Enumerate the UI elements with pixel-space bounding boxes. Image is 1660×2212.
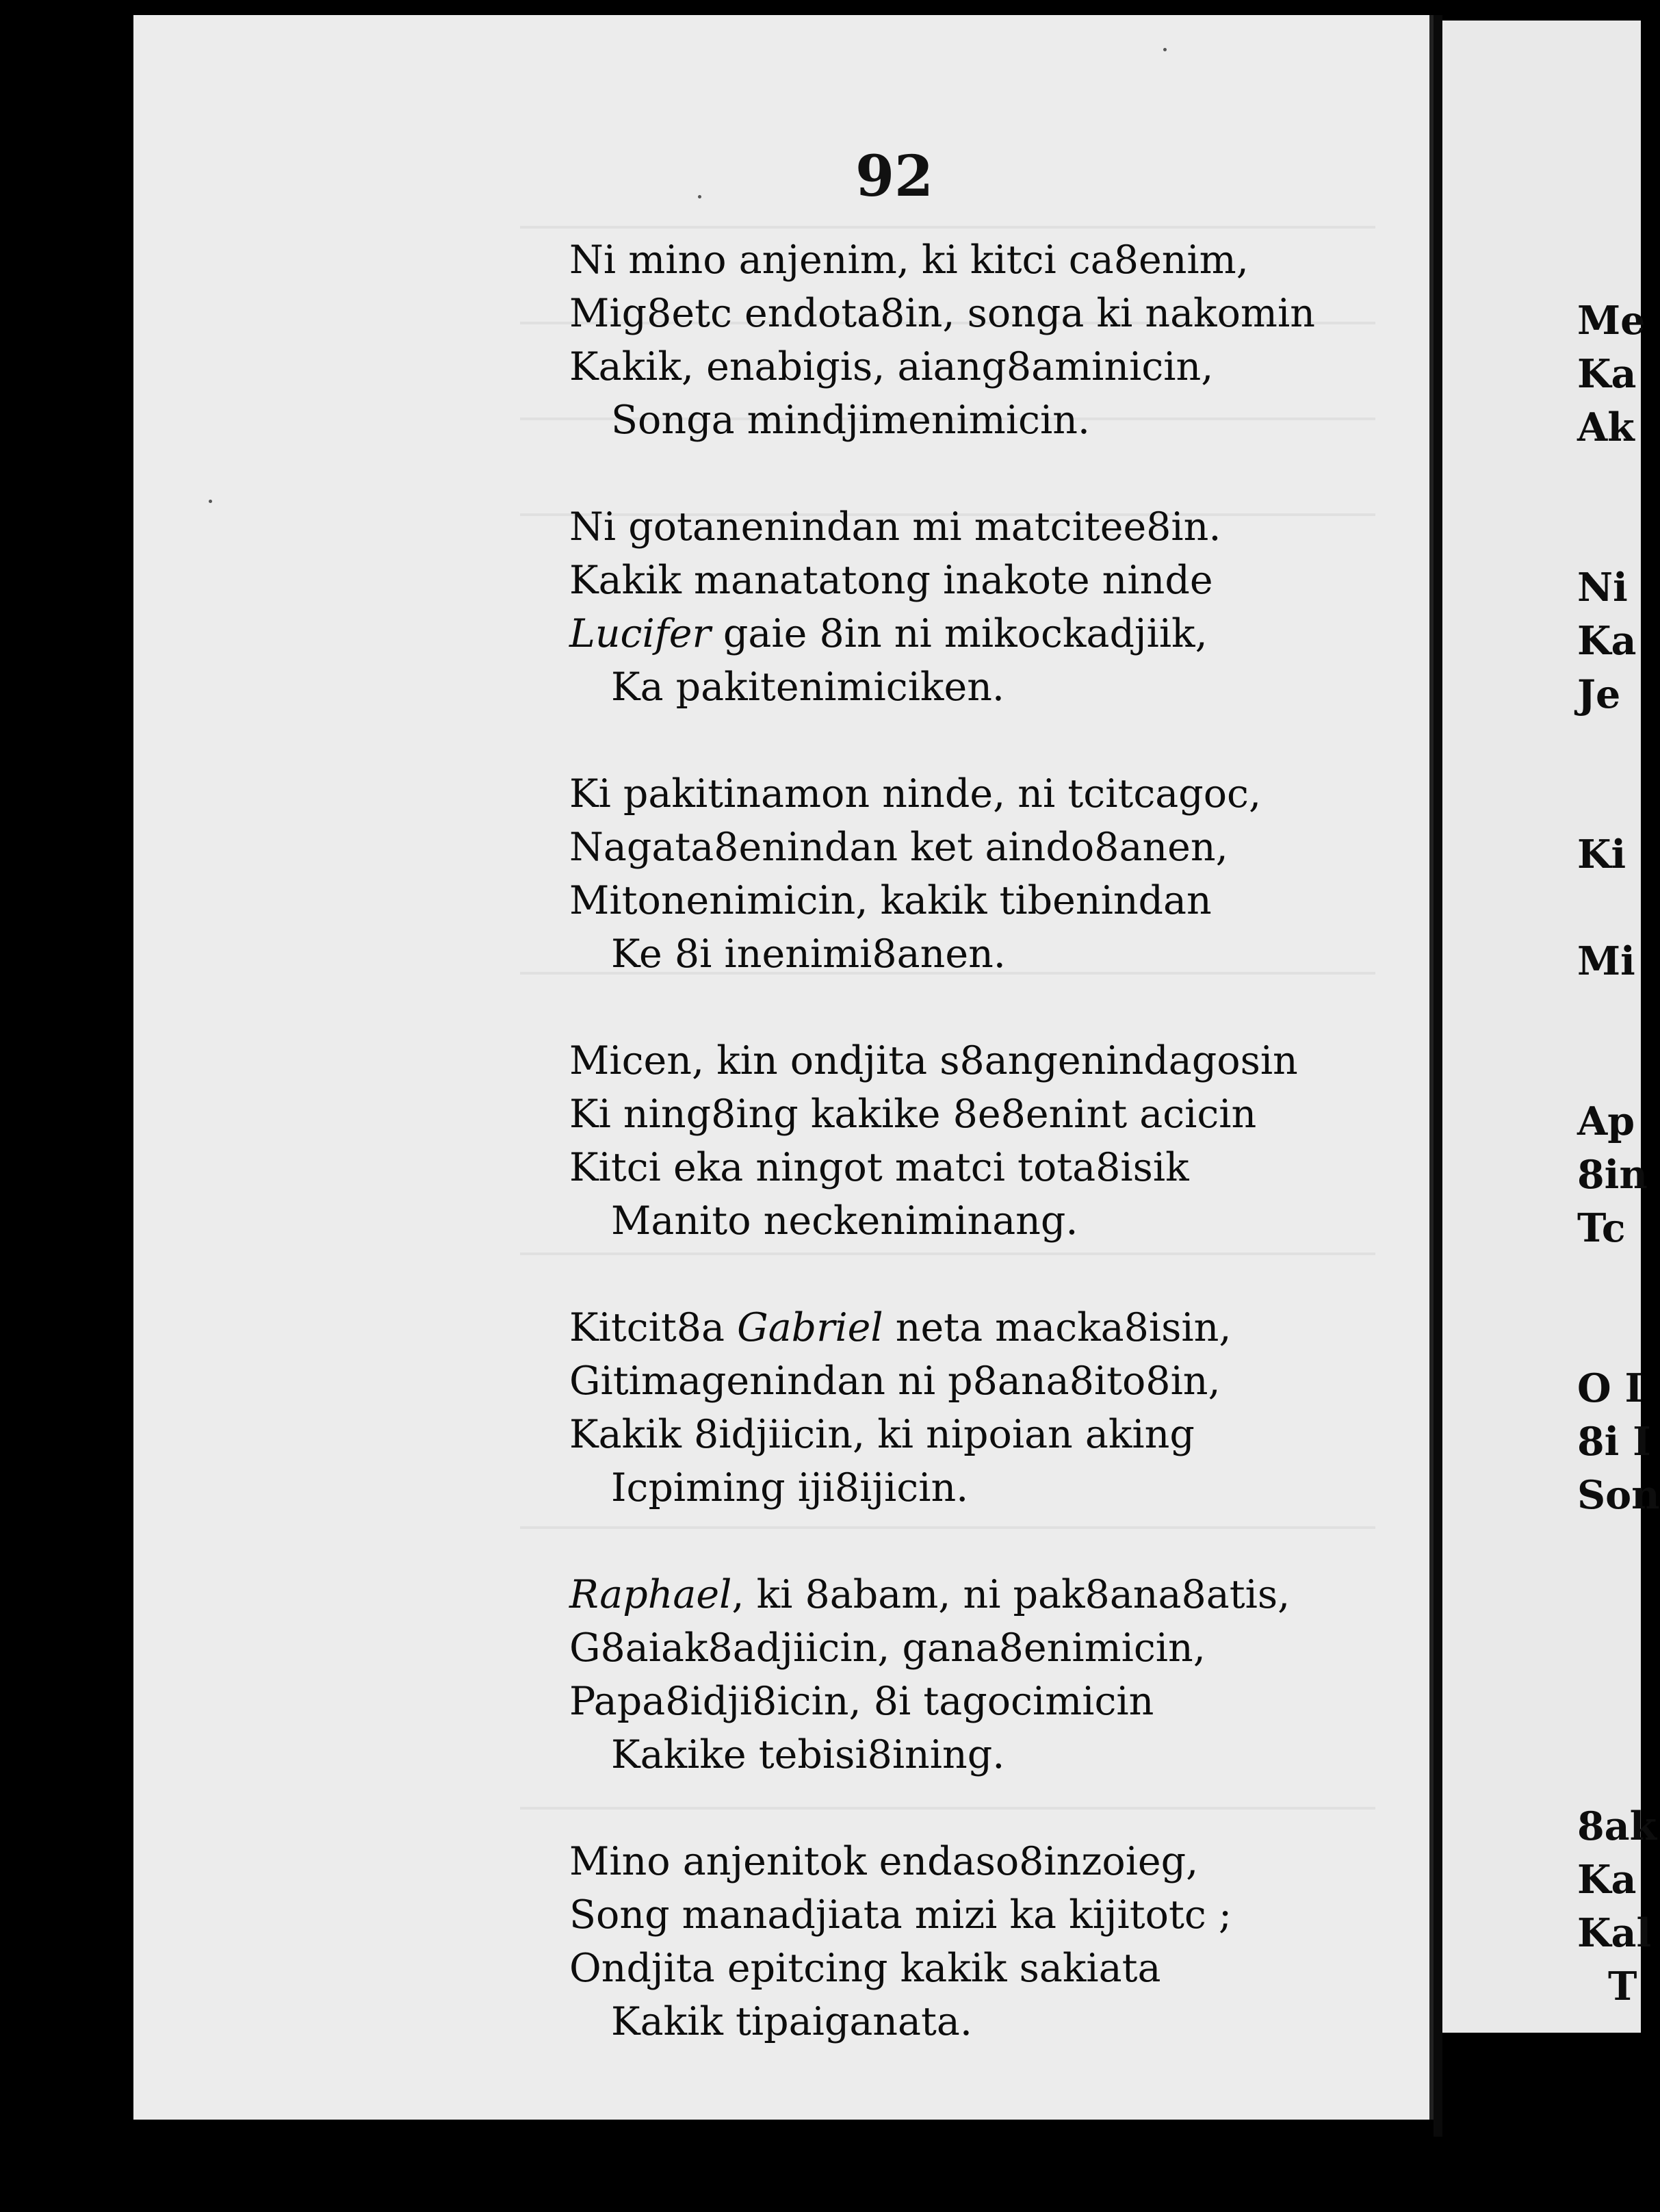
verse-line: Ki ning8ing kakike 8e8enint acicin [569, 1092, 1257, 1137]
verse-line: Micen, kin ondjita s8angenindagosin [569, 1038, 1298, 1083]
page-number: 92 [855, 144, 934, 209]
verse-line: Kakik manatatong inakote ninde [569, 558, 1213, 603]
show-through [520, 1807, 1375, 1810]
verse-line: Kakik 8idjiicin, ki nipoian aking [569, 1412, 1195, 1457]
verse-line: Ka pakitenimiciken. [611, 665, 1005, 710]
verse-line [569, 1305, 1232, 1350]
italic-name: Lucifer [569, 611, 711, 656]
verse-line: Nagata8enindan ket aindo8anen, [569, 825, 1228, 870]
show-through [520, 1526, 1375, 1529]
right-page-fragment: Ka [1577, 618, 1637, 664]
verse-line-rest: gaie 8in ni mikockadjiik, [723, 611, 1208, 656]
verse-line: Mig8etc endota8in, songa ki nakomin [569, 291, 1315, 336]
right-page-fragment: Je [1577, 671, 1621, 717]
verse-line: Ke 8i inenimi8anen. [611, 931, 1006, 977]
verse-line: Mino anjenitok endaso8inzoieg, [569, 1839, 1199, 1884]
verse-line: Manito neckeniminang. [611, 1198, 1078, 1244]
italic-name: Gabriel [737, 1305, 883, 1350]
right-page-fragment: Mi [1577, 938, 1635, 984]
paper-speck [209, 500, 212, 503]
right-page-fragment: Ni [1577, 565, 1628, 610]
right-page-fragment: Tc [1577, 1205, 1626, 1251]
right-page-fragment: Ki [1577, 832, 1626, 877]
right-page-fragment: Ak [1577, 404, 1635, 450]
right-page-fragment: Ka [1577, 1857, 1637, 1903]
right-page-fragment: Me [1577, 298, 1646, 344]
right-page-fragment: 8in [1577, 1152, 1648, 1198]
show-through [520, 226, 1375, 229]
verse-line-rest: , ki 8abam, ni pak8ana8atis, [731, 1572, 1291, 1617]
paper-speck [1163, 48, 1167, 51]
verse-line-rest: neta macka8isin, [895, 1305, 1232, 1350]
verse-line: Papa8idji8icin, 8i tagocimicin [569, 1679, 1154, 1724]
verse-line: Ni gotanenindan mi matcitee8in. [569, 504, 1221, 550]
verse-line [569, 1572, 1291, 1617]
verse-line: Kakik tipaiganata. [611, 1999, 973, 2044]
right-page-fragment: Son [1577, 1472, 1660, 1518]
verse-line: Ki pakitinamon ninde, ni tcitcagoc, [569, 771, 1262, 816]
verse-line: Kitci eka ningot matci tota8isik [569, 1145, 1189, 1190]
right-page-fragment: Ap [1577, 1098, 1635, 1144]
verse-line: Song manadjiata mizi ka kijitotc ; [569, 1892, 1232, 1938]
right-page-fragment: Kal [1577, 1910, 1652, 1956]
show-through [520, 1252, 1375, 1255]
right-page-fragment: T [1608, 1964, 1637, 2009]
verse-line: Songa mindjimenimicin. [611, 398, 1091, 443]
right-page-fragment: 8ak [1577, 1803, 1657, 1849]
paper-speck [698, 195, 701, 198]
verse-line: Icpiming iji8ijicin. [611, 1465, 969, 1510]
verse-line: Mitonenimicin, kakik tibenindan [569, 878, 1212, 923]
book-gutter [1434, 15, 1442, 2137]
verse-line: Ondjita epitcing kakik sakiata [569, 1946, 1161, 1991]
verse-line: Kakik, enabigis, aiang8aminicin, [569, 344, 1214, 389]
verse-line-start: Kitcit8a [569, 1305, 725, 1350]
verse-line: G8aiak8adjiicin, gana8enimicin, [569, 1625, 1206, 1671]
verse-line: Kakike tebisi8ining. [611, 1732, 1005, 1777]
verse-line: Ni mino anjenim, ki kitci ca8enim, [569, 237, 1249, 283]
verse-line [569, 611, 1208, 656]
verse-line: Gitimagenindan ni p8ana8ito8in, [569, 1359, 1221, 1404]
italic-name: Raphael [569, 1572, 732, 1617]
right-page-fragment: 8i I [1577, 1419, 1651, 1465]
right-page-fragment: O I [1577, 1365, 1644, 1411]
right-page-fragment: Ka [1577, 351, 1637, 397]
